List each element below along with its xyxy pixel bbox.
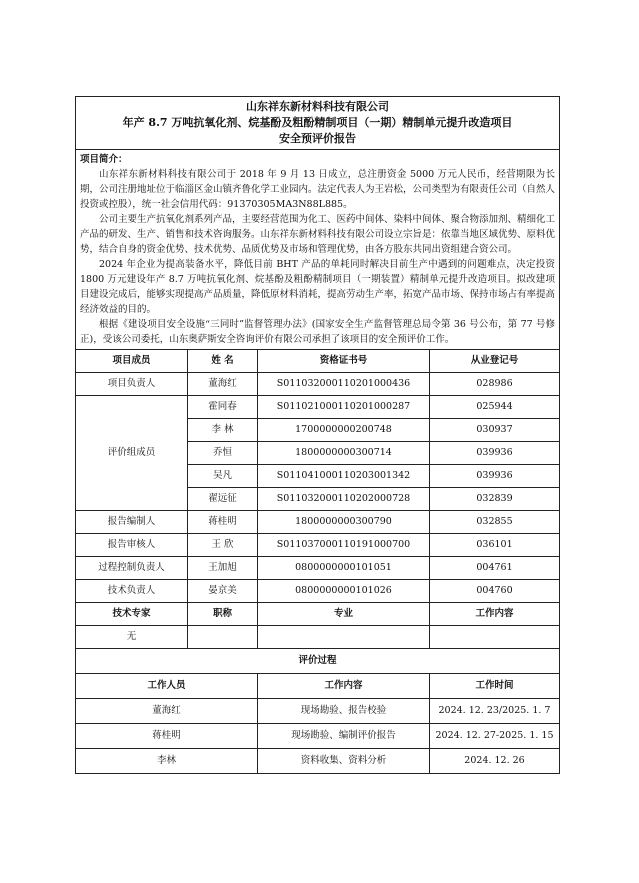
member-role: 过程控制负责人	[76, 557, 188, 580]
member-cert: S011037000110191000700	[258, 534, 430, 557]
table-row	[76, 511, 560, 534]
expert-title	[188, 626, 258, 649]
table-row	[76, 396, 560, 419]
table-row	[76, 724, 560, 749]
expert-major	[258, 626, 430, 649]
process-content: 现场勘验、报告校验	[258, 699, 430, 724]
member-reg: 028986	[430, 373, 560, 396]
report-title: 安全预评价报告	[279, 132, 356, 145]
member-reg: 004761	[430, 557, 560, 580]
member-reg: 004760	[430, 580, 560, 603]
header-staff: 工作人员	[76, 674, 258, 699]
process-time: 2024. 12. 26	[430, 749, 560, 774]
process-time: 2024. 12. 23/2025. 1. 7	[430, 699, 560, 724]
title-row	[76, 97, 560, 150]
member-role: 报告编制人	[76, 511, 188, 534]
intro-paragraph-4: 根据《建设项目安全设施“三同时”监督管理办法》(国家安全生产监督管理总局令第 36 号公布，第 77 号修正)，受该公司委托，山东奥萨斯安全咨询评价有限公司承担了该项目的安全预评价工作。	[80, 319, 555, 345]
member-name: 翟远征	[188, 488, 258, 511]
member-name: 王 欣	[188, 534, 258, 557]
member-reg: 036101	[430, 534, 560, 557]
member-name: 王加旭	[188, 557, 258, 580]
member-cert: 1700000000200748	[258, 419, 430, 442]
table-row	[76, 580, 560, 603]
process-content: 资料收集、资料分析	[258, 749, 430, 774]
member-reg: 039936	[430, 465, 560, 488]
process-header-row	[76, 674, 560, 699]
table-row	[76, 749, 560, 774]
member-role: 报告审核人	[76, 534, 188, 557]
member-cert: 1800000000300790	[258, 511, 430, 534]
table-row	[76, 699, 560, 724]
expert-work	[430, 626, 560, 649]
member-name: 晏京美	[188, 580, 258, 603]
member-cert: S011032000110201000436	[258, 373, 430, 396]
member-name: 霍同春	[188, 396, 258, 419]
member-cert: S011041000110203001342	[258, 465, 430, 488]
intro-paragraph-2: 公司主要生产抗氧化剂系列产品，主要经营范围为化工、医药中间体、染料中间体、聚合物添加剂、精细化工产品的研发、生产、销售和技术咨询服务。山东祥东新材料科技有限公司设立宗旨是：依靠当地区域优势、原料优势，结合自身的资金优势、技术优势、品质优势及市场和管理优势，由各方股东共同出资组建合资公司。	[80, 214, 556, 255]
intro-row	[76, 150, 560, 350]
company-title: 山东祥东新材料科技有限公司	[246, 100, 389, 113]
header-time: 工作时间	[430, 674, 560, 699]
report-sheet	[75, 96, 559, 774]
member-name: 董海红	[188, 373, 258, 396]
member-name: 吴凡	[188, 465, 258, 488]
intro-heading: 项目简介：	[80, 154, 128, 165]
member-role: 评价组成员	[76, 396, 188, 511]
table-row	[76, 626, 560, 649]
table-row	[76, 534, 560, 557]
process-staff: 董海红	[76, 699, 258, 724]
table-row	[76, 373, 560, 396]
intro-paragraph-3: 2024 年企业为提高装备水平，降低目前 BHT 产品的单耗同时解决目前生产中遇到的问题难点，决定投资 1800 万元建设年产 8.7 万吨抗氧化剂、烷基酚及粗酚精制项目（一期装置）精制单元提升改造项目。拟改建项目建设完成后，能够实现提高产品质量，降低原材料消耗，提高劳动生产率，拓宽产品市场、保持市场占有率提高经济效益的目的。	[80, 259, 556, 315]
header-major: 专业	[258, 603, 430, 626]
member-reg: 030937	[430, 419, 560, 442]
header-title: 职称	[188, 603, 258, 626]
header-reg: 从业登记号	[430, 350, 560, 373]
header-cert: 资格证书号	[258, 350, 430, 373]
process-staff: 蒋桂明	[76, 724, 258, 749]
process-content: 现场勘验、编制评价报告	[258, 724, 430, 749]
intro-paragraph-1: 山东祥东新材料科技有限公司于 2018 年 9 月 13 日成立，总注册资金 5000 万元人民币，经营期限为长期，公司注册地址位于临淄区金山镇齐鲁化学工业园内。法定代表人为王岩松，公司类型为有限责任公司（自然人投资或控股），统一社会信用代码：91370305MA3N88L885。	[80, 169, 556, 210]
table-row	[76, 557, 560, 580]
member-cert: 1800000000300714	[258, 442, 430, 465]
header-work: 工作内容	[430, 603, 560, 626]
member-role: 技术负责人	[76, 580, 188, 603]
members-header-row	[76, 350, 560, 373]
member-cert: 0800000000101051	[258, 557, 430, 580]
member-cert: S011021000110201000287	[258, 396, 430, 419]
member-reg: 025944	[430, 396, 560, 419]
member-reg: 032855	[430, 511, 560, 534]
project-title: 年产 8.7 万吨抗氧化剂、烷基酚及粗酚精制项目（一期）精制单元提升改造项目	[122, 116, 513, 129]
report-table	[75, 96, 560, 774]
member-name: 乔恒	[188, 442, 258, 465]
process-staff: 李林	[76, 749, 258, 774]
process-time: 2024. 12. 27-2025. 1. 15	[430, 724, 560, 749]
expert-name: 无	[76, 626, 188, 649]
member-name: 李 林	[188, 419, 258, 442]
process-title-row	[76, 649, 560, 674]
member-reg: 039936	[430, 442, 560, 465]
header-name: 姓 名	[188, 350, 258, 373]
header-expert: 技术专家	[76, 603, 188, 626]
member-reg: 032839	[430, 488, 560, 511]
header-member: 项目成员	[76, 350, 188, 373]
member-cert: 0800000000101026	[258, 580, 430, 603]
member-cert: S011032000110202000728	[258, 488, 430, 511]
member-role: 项目负责人	[76, 373, 188, 396]
header-content: 工作内容	[258, 674, 430, 699]
experts-header-row	[76, 603, 560, 626]
process-title: 评价过程	[76, 649, 560, 674]
member-name: 蒋桂明	[188, 511, 258, 534]
